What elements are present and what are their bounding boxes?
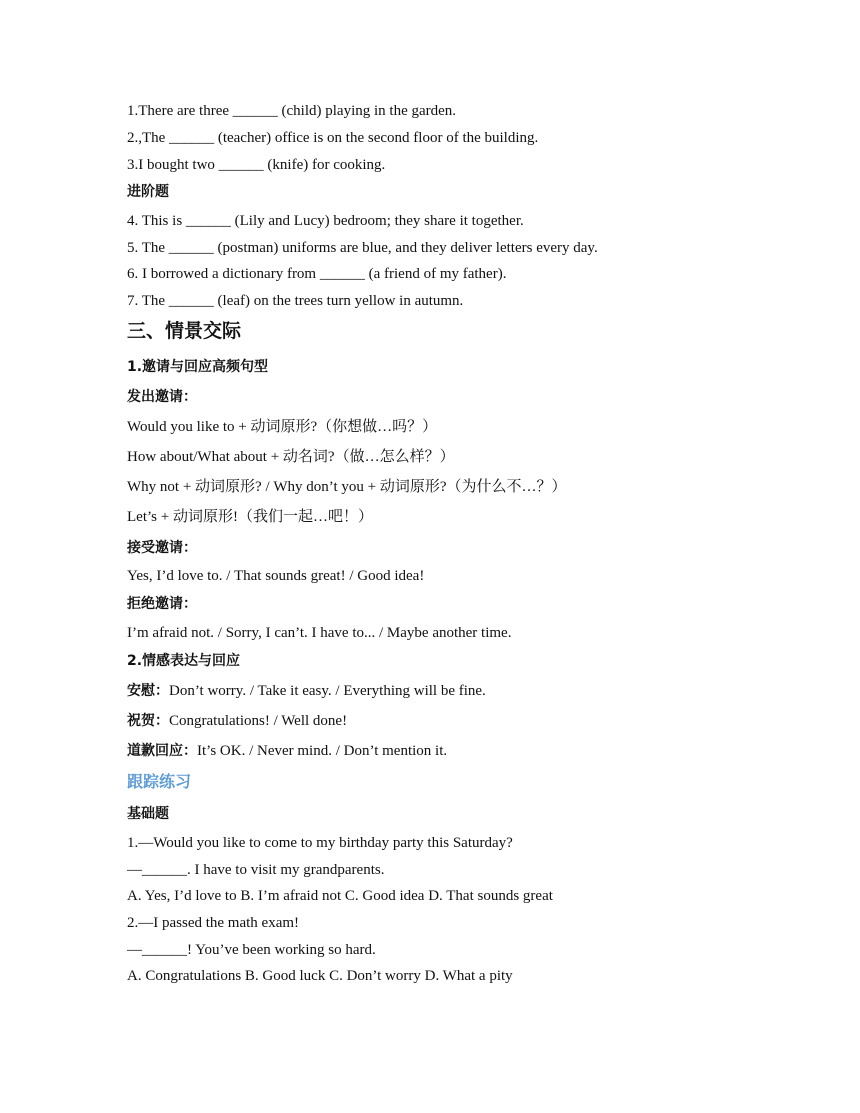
- comfort-line: [127, 682, 486, 700]
- subsection-title: 2.情感表达与回应: [127, 653, 241, 669]
- congrats-label: 祝贺：: [127, 713, 169, 729]
- invite-line: Let’s + 动词原形!（我们一起…吧！）: [127, 509, 373, 525]
- congrats-text: Congratulations! / Well done!: [169, 713, 348, 729]
- accept-line: Yes, I’d love to. / That sounds great! / Good idea!: [127, 568, 425, 584]
- subsection-title: 1.邀请与回应高频句型: [127, 359, 269, 375]
- question-line: —______. I have to visit my grandparents.: [127, 862, 385, 878]
- refuse-label: 拒绝邀请：: [127, 596, 197, 612]
- exercise-line: 3.I bought two ______ (knife) for cooking.: [127, 157, 386, 173]
- question-options: A. Yes, I’d love to B. I’m afraid not C. Good idea D. That sounds great: [127, 888, 553, 904]
- refuse-line: I’m afraid not. / Sorry, I can’t. I have to... / Maybe another time.: [127, 625, 512, 641]
- invite-line: Why not + 动词原形? / Why don’t you + 动词原形?（为什么不…？）: [127, 479, 567, 495]
- advanced-label: 进阶题: [127, 184, 169, 200]
- exercise-line: 5. The ______ (postman) uniforms are blue, and they deliver letters every day.: [127, 240, 598, 256]
- invite-line: How about/What about + 动名词?（做…怎么样？）: [127, 449, 455, 465]
- apology-label: 道歉回应：: [127, 743, 197, 759]
- exercise-line: 7. The ______ (leaf) on the trees turn yellow in autumn.: [127, 293, 464, 309]
- comfort-label: 安慰：: [127, 683, 169, 699]
- invite-label: 发出邀请：: [127, 389, 197, 405]
- congrats-line: [127, 712, 347, 730]
- apology-text: It’s OK. / Never mind. / Don’t mention it.: [197, 743, 448, 759]
- question-line: —______! You’ve been working so hard.: [127, 942, 376, 958]
- exercise-line: 2.,The ______ (teacher) office is on the second floor of the building.: [127, 130, 539, 146]
- exercise-line: 6. I borrowed a dictionary from ______ (a friend of my father).: [127, 266, 507, 282]
- section-title: 三、情景交际: [127, 320, 242, 342]
- apology-line: [127, 742, 447, 760]
- invite-line: Would you like to + 动词原形?（你想做…吗？）: [127, 419, 438, 435]
- accept-label: 接受邀请：: [127, 540, 197, 556]
- practice-title: 跟踪练习: [127, 772, 192, 791]
- question-options: A. Congratulations B. Good luck C. Don’t worry D. What a pity: [127, 968, 513, 984]
- basic-label: 基础题: [127, 806, 169, 822]
- question-line: 2.—I passed the math exam!: [127, 915, 300, 931]
- exercise-line: 4. This is ______ (Lily and Lucy) bedroom; they share it together.: [127, 213, 524, 229]
- question-line: 1.—Would you like to come to my birthday party this Saturday?: [127, 835, 513, 851]
- exercise-line: 1.There are three ______ (child) playing in the garden.: [127, 103, 457, 119]
- comfort-text: Don’t worry. / Take it easy. / Everything will be fine.: [169, 683, 486, 699]
